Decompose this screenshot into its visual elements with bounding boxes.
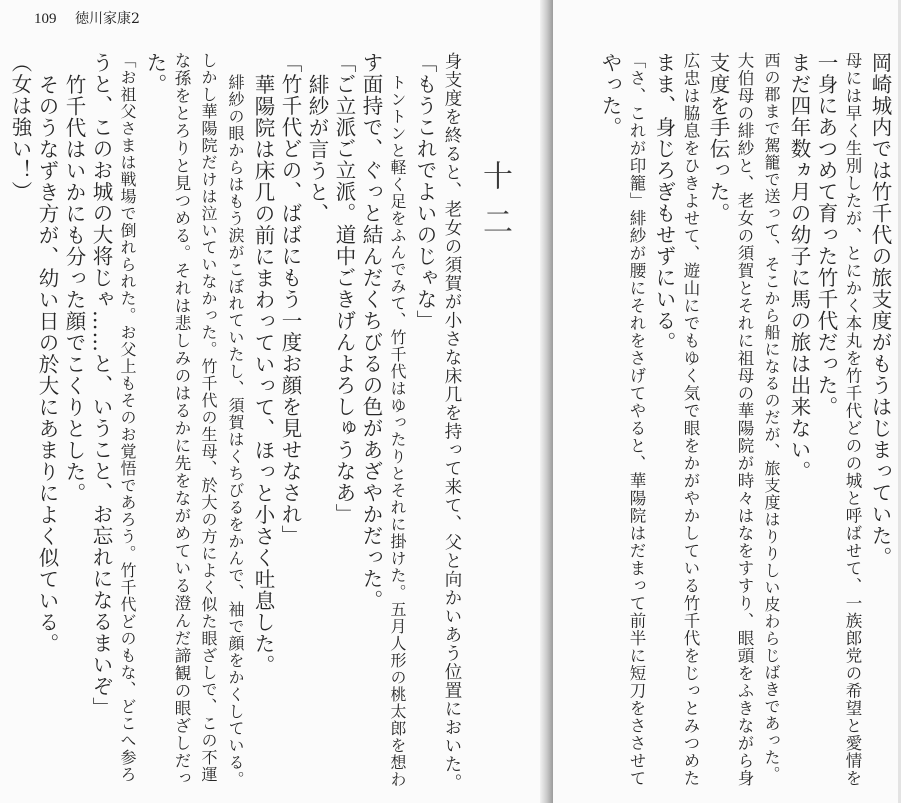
text-line: 身支度を終ると、老女の須賀が小さな床几を持って来て、父と向かいあう位置においた。 [442,52,462,792]
text-line: 西の郡まで駕籠で送って、そこから船になるのだが、旅支度はりりしい皮わらじばきであった。 [762,52,781,783]
text-line: 「もうこれでよいのじゃな」 [413,52,437,332]
text-line: まだ四年数ヵ月の幼子に馬の旅は出来ない。 [787,52,811,482]
chapter-heading: 十二 [477,160,512,252]
text-line: まま、身じろぎもせずにいる。 [652,52,676,353]
text-line: す面持で、ぐっと結んだくちびるの色があざやかだった。 [359,52,383,611]
text-line: そのうなずき方が、幼い日の於大にあまりによく似ている。 [35,74,59,655]
text-line: な孫をとろりと見つめる。それは悲しみのはるかに先をながめている澄んだ諦観の眼ざしだっ [172,52,191,787]
text-line: 母には早く生別したが、とにかく本丸を竹千代どのの城と呼ばせて、一族郎党の希望と愛情を [843,52,862,787]
text-line: 広忠は脇息をひきよせて、遊山にでもゆく気で眼をかがやかしている竹千代をじっとみつめた [681,52,700,787]
text-line: 竹千代はいかにも分った顔でこくりとした。 [62,74,86,504]
text-line: 一身にあつめて育った竹千代だった。 [814,52,838,418]
text-line: た。 [143,52,167,95]
text-line: 緋紗が言うと、 [305,74,329,225]
text-line: トントンと軽く足をふんでみて、竹千代はゆったりとそれに掛けた。五月人形の桃太郎を想わ [388,74,407,788]
text-line: （女は強い！） [8,52,32,203]
text-line: 「お祖父さまは戦場で倒れられた。お父上もそのお覚悟であろう。竹千代どのもな、どこへ参ろ [118,52,137,783]
text-line: うと、このお城の大将じゃ……と、いうこと、お忘れになるまいぞ」 [89,52,113,719]
text-line: 大伯母の緋紗と、老女の須賀とそれに祖母の華陽院が時々はなをすすり、眼頭をふきながら身 [735,52,754,787]
text-line: 支度を手伝った。 [706,52,730,224]
running-header [34,8,140,28]
book-title: 徳川家康2 [74,11,140,27]
right-page [553,0,901,803]
text-line: 「ご立派ご立派。道中ごきげんよろしゅうなあ」 [332,52,356,525]
text-line: しかし華陽院だけは泣いていなかった。竹千代の生母、於大の方によく似た眼ざしで、この不運 [199,52,218,783]
text-line: 緋紗の眼からはもう涙がこぼれていたし、須賀はくちびるをかんで、袖で顔をかくしている。 [226,74,245,788]
text-line: やった。 [598,52,622,138]
text-line: 岡崎城内では竹千代の旅支度がもうはじまっていた。 [868,52,892,568]
page-number: 109 [34,11,57,27]
text-line: 華陽院は床几の前にまわっていって、ほっと小さく吐息した。 [251,74,275,676]
text-line: 「竹千代どの、ばばにもう一度お顔を見せなされ」 [278,52,302,547]
text-line: 「さ、これが印籠」緋紗が腰にそれをさげてやると、華陽院はだまって前半に短刀をささせて [627,52,646,787]
